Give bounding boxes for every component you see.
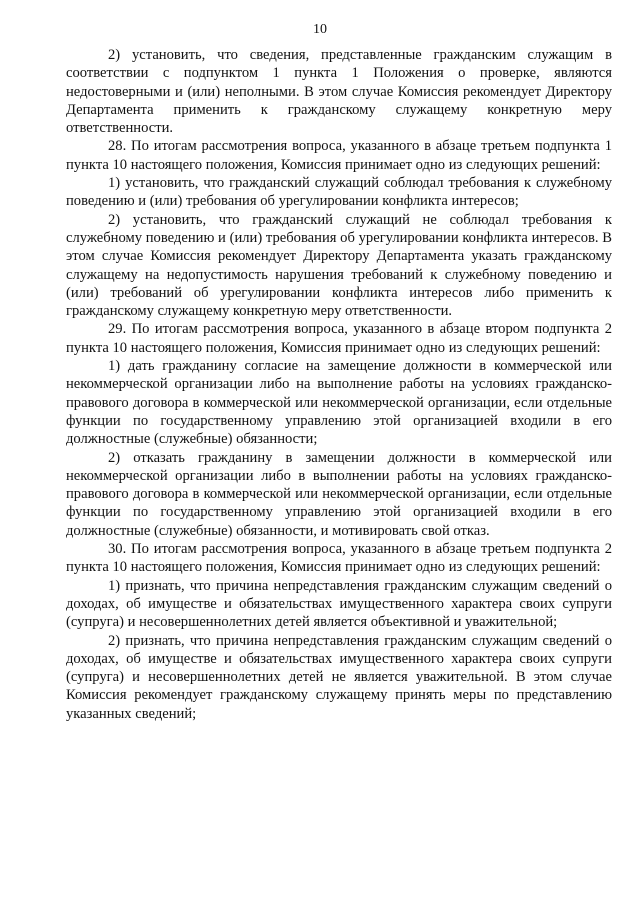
paragraph-30: 30. По итогам рассмотрения вопроса, указанного в абзаце третьем подпункта 2 пункта 10 настоящего положения, Комиссия принимает одно из следующих решений:: [66, 541, 612, 576]
paragraph-29: 29. По итогам рассмотрения вопроса, указанного в абзаце втором подпункта 2 пункта 10 настоящего положения, Комиссия принимает одно из следующих решений:: [66, 321, 612, 356]
paragraph-30-item-1: 1) признать, что причина непредставления гражданским служащим сведений о доходах, об имуществе и обязательствах имущественного характера своих супруги (супруга) и несовершеннолетних детей является объективной и уважительной;: [66, 577, 612, 631]
paragraph-30-item-2: 2) признать, что причина непредставления гражданским служащим сведений о доходах, об имуществе и обязательствах имущественного характера своих супруги (супруга) и несовершеннолетних детей не является уважительной. В этом случае Комиссия рекомендует гражданскому служащему принять меры по представлению указанных сведений;: [66, 632, 612, 722]
paragraph-28: 28. По итогам рассмотрения вопроса, указанного в абзаце третьем подпункта 1 пункта 10 настоящего положения, Комиссия принимает одно из следующих решений:: [66, 138, 612, 173]
page-number: 10: [313, 22, 327, 37]
paragraph-29-item-1: 1) дать гражданину согласие на замещение должности в коммерческой или некоммерческой организации либо на выполнение работы на условиях гражданско-правового договора в коммерческой или некоммерческой организации, если отдельные функции по государственному управлению этой организацией входили в его должностные (служебные) обязанности;: [66, 358, 612, 448]
paragraph-28-item-1: 1) установить, что гражданский служащий соблюдал требования к служебному поведению и (или) требования об урегулировании конфликта интересов;: [66, 175, 612, 210]
document-body: [66, 46, 612, 723]
paragraph-28-item-2: 2) установить, что гражданский служащий не соблюдал требования к служебному поведению и (или) требования об урегулировании конфликта интересов. В этом случае Комиссия рекомендует Директору Департамента указать гражданскому служащему на недопустимость нарушения требований к служебному поведению и (или) требований об урегулировании конфликта интересов либо применить к гражданскому служащему конкретную меру ответственности.: [66, 211, 612, 320]
paragraph-29-item-2: 2) отказать гражданину в замещении должности в коммерческой или некоммерческой организации либо в выполнении работы на условиях гражданско-правового договора в коммерческой или некоммерческой организации, если отдельные функции по государственному управлению этой организацией входили в его должностные (служебные) обязанности, и мотивировать свой отказ.: [66, 449, 612, 539]
paragraph-27-item-2: 2) установить, что сведения, представленные гражданским служащим в соответствии с подпунктом 1 пункта 1 Положения о проверке, являются недостоверными и (или) неполными. В этом случае Комиссия рекомендует Директору Департамента применить к гражданскому служащему конкретную меру ответственности.: [66, 47, 612, 137]
